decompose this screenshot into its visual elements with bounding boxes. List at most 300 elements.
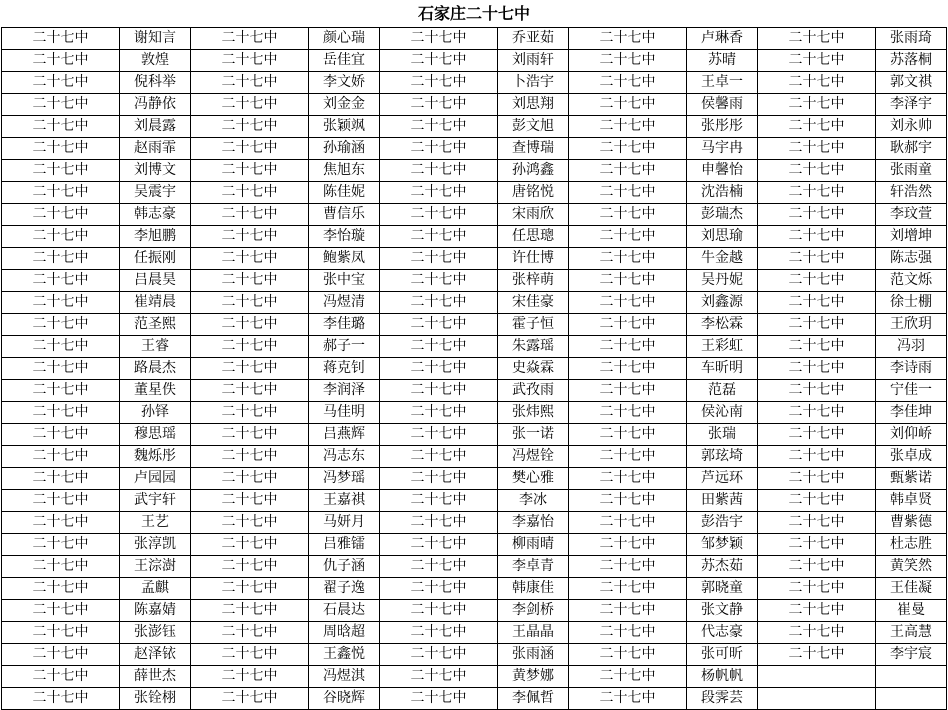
student-name-cell: 吕燕辉 [309, 424, 380, 446]
school-cell: 二十七中 [569, 204, 687, 226]
student-name-cell: 韩康佳 [498, 578, 569, 600]
table-row [2, 50, 947, 72]
student-name-cell: 郭文祺 [876, 72, 947, 94]
student-name-cell: 车昕明 [687, 358, 758, 380]
school-cell: 二十七中 [380, 688, 498, 710]
student-name-cell: 李佳璐 [309, 314, 380, 336]
school-cell: 二十七中 [191, 424, 309, 446]
student-name-cell: 仇子涵 [309, 556, 380, 578]
school-cell: 二十七中 [191, 688, 309, 710]
school-cell: 二十七中 [191, 50, 309, 72]
student-name-cell: 黄梦娜 [498, 666, 569, 688]
table-row [2, 248, 947, 270]
school-cell: 二十七中 [191, 248, 309, 270]
school-cell: 二十七中 [191, 402, 309, 424]
school-cell: 二十七中 [758, 468, 876, 490]
school-cell: 二十七中 [380, 226, 498, 248]
school-cell: 二十七中 [758, 50, 876, 72]
school-cell: 二十七中 [2, 578, 120, 600]
student-name-cell: 杜志胜 [876, 534, 947, 556]
school-cell: 二十七中 [380, 314, 498, 336]
school-cell: 二十七中 [2, 556, 120, 578]
school-cell: 二十七中 [758, 446, 876, 468]
student-name-cell: 马宇冉 [687, 138, 758, 160]
student-name-cell: 郭玹埼 [687, 446, 758, 468]
school-cell: 二十七中 [191, 182, 309, 204]
student-name-cell: 穆思瑶 [120, 424, 191, 446]
student-name-cell: 张中宝 [309, 270, 380, 292]
school-cell: 二十七中 [758, 182, 876, 204]
student-name-cell: 冯羽 [876, 336, 947, 358]
school-cell: 二十七中 [380, 534, 498, 556]
student-name-cell: 李泽宇 [876, 94, 947, 116]
student-name-cell [876, 666, 947, 688]
student-name-cell: 谷晓辉 [309, 688, 380, 710]
student-name-cell: 曹紫德 [876, 512, 947, 534]
student-name-cell: 刘思翔 [498, 94, 569, 116]
student-name-cell: 鲍紫凤 [309, 248, 380, 270]
school-cell: 二十七中 [569, 578, 687, 600]
student-name-cell: 陈佳妮 [309, 182, 380, 204]
table-row [2, 336, 947, 358]
school-cell: 二十七中 [380, 138, 498, 160]
school-cell: 二十七中 [569, 534, 687, 556]
student-name-cell: 刘晨露 [120, 116, 191, 138]
student-name-cell: 王晶晶 [498, 622, 569, 644]
student-name-cell: 孟麒 [120, 578, 191, 600]
school-cell: 二十七中 [758, 138, 876, 160]
student-name-cell: 唐铭悦 [498, 182, 569, 204]
student-name-cell: 董星佚 [120, 380, 191, 402]
school-cell: 二十七中 [380, 72, 498, 94]
student-name-cell: 徐士棚 [876, 292, 947, 314]
school-cell: 二十七中 [758, 116, 876, 138]
table-row [2, 226, 947, 248]
student-name-cell: 张雨涵 [498, 644, 569, 666]
table-row [2, 490, 947, 512]
student-name-cell: 卢园园 [120, 468, 191, 490]
student-name-cell: 吴震宇 [120, 182, 191, 204]
school-cell: 二十七中 [2, 94, 120, 116]
school-cell: 二十七中 [569, 600, 687, 622]
school-cell: 二十七中 [569, 468, 687, 490]
student-name-cell: 冯煜铨 [498, 446, 569, 468]
student-name-cell: 杨帆帆 [687, 666, 758, 688]
roster-table [1, 27, 947, 710]
student-name-cell: 李旭鹏 [120, 226, 191, 248]
school-cell: 二十七中 [758, 204, 876, 226]
student-name-cell: 李润泽 [309, 380, 380, 402]
school-cell: 二十七中 [569, 336, 687, 358]
school-cell: 二十七中 [380, 116, 498, 138]
student-name-cell: 宋佳豪 [498, 292, 569, 314]
student-name-cell: 甄紫诺 [876, 468, 947, 490]
school-cell: 二十七中 [2, 644, 120, 666]
student-name-cell: 彭文旭 [498, 116, 569, 138]
table-row [2, 512, 947, 534]
student-name-cell: 樊心雅 [498, 468, 569, 490]
student-name-cell: 倪科举 [120, 72, 191, 94]
school-cell: 二十七中 [380, 468, 498, 490]
student-name-cell: 张一诺 [498, 424, 569, 446]
student-name-cell: 冯煜淇 [309, 666, 380, 688]
school-cell: 二十七中 [2, 138, 120, 160]
school-cell: 二十七中 [380, 160, 498, 182]
student-name-cell: 李诗雨 [876, 358, 947, 380]
table-row [2, 204, 947, 226]
school-cell: 二十七中 [2, 402, 120, 424]
student-name-cell: 侯馨雨 [687, 94, 758, 116]
student-name-cell: 郭晓童 [687, 578, 758, 600]
table-row [2, 622, 947, 644]
student-name-cell: 孙铎 [120, 402, 191, 424]
school-cell: 二十七中 [2, 336, 120, 358]
table-row [2, 160, 947, 182]
student-name-cell: 李玟萱 [876, 204, 947, 226]
school-cell: 二十七中 [569, 622, 687, 644]
school-cell: 二十七中 [758, 226, 876, 248]
student-name-cell: 张淳凯 [120, 534, 191, 556]
student-name-cell: 赵泽铱 [120, 644, 191, 666]
school-cell: 二十七中 [380, 490, 498, 512]
student-name-cell: 武孜雨 [498, 380, 569, 402]
student-name-cell [876, 688, 947, 710]
student-name-cell: 苏晴 [687, 50, 758, 72]
student-name-cell: 冯静依 [120, 94, 191, 116]
school-cell: 二十七中 [758, 578, 876, 600]
school-cell: 二十七中 [2, 490, 120, 512]
table-row [2, 578, 947, 600]
student-name-cell: 冯志东 [309, 446, 380, 468]
school-cell: 二十七中 [758, 600, 876, 622]
school-cell: 二十七中 [569, 490, 687, 512]
school-cell: 二十七中 [569, 28, 687, 50]
student-name-cell: 刘仰峤 [876, 424, 947, 446]
table-row [2, 380, 947, 402]
table-row [2, 72, 947, 94]
school-cell: 二十七中 [2, 468, 120, 490]
student-name-cell: 焦旭东 [309, 160, 380, 182]
school-cell: 二十七中 [191, 94, 309, 116]
table-row [2, 116, 947, 138]
student-name-cell: 范文烁 [876, 270, 947, 292]
student-name-cell: 彭瑞杰 [687, 204, 758, 226]
student-name-cell: 颜心瑞 [309, 28, 380, 50]
school-cell: 二十七中 [191, 292, 309, 314]
school-cell: 二十七中 [191, 556, 309, 578]
student-name-cell: 赵雨霏 [120, 138, 191, 160]
school-cell: 二十七中 [2, 28, 120, 50]
school-cell: 二十七中 [2, 116, 120, 138]
school-cell: 二十七中 [569, 446, 687, 468]
student-name-cell: 张颖飒 [309, 116, 380, 138]
student-name-cell: 彭浩宇 [687, 512, 758, 534]
student-name-cell: 轩浩然 [876, 182, 947, 204]
student-name-cell: 岳佳宜 [309, 50, 380, 72]
student-name-cell: 张卓成 [876, 446, 947, 468]
school-cell: 二十七中 [758, 248, 876, 270]
school-cell: 二十七中 [569, 424, 687, 446]
student-name-cell: 张澎钰 [120, 622, 191, 644]
school-cell: 二十七中 [191, 314, 309, 336]
student-name-cell: 霍子恒 [498, 314, 569, 336]
student-name-cell: 王淙澍 [120, 556, 191, 578]
school-cell: 二十七中 [758, 358, 876, 380]
school-cell: 二十七中 [758, 556, 876, 578]
student-name-cell: 乔亚茹 [498, 28, 569, 50]
school-cell: 二十七中 [380, 182, 498, 204]
school-cell: 二十七中 [569, 666, 687, 688]
school-cell: 二十七中 [2, 160, 120, 182]
student-name-cell: 王嘉祺 [309, 490, 380, 512]
student-name-cell: 王睿 [120, 336, 191, 358]
student-name-cell: 张文静 [687, 600, 758, 622]
school-cell: 二十七中 [191, 72, 309, 94]
student-name-cell: 李文娇 [309, 72, 380, 94]
school-cell: 二十七中 [569, 226, 687, 248]
school-cell: 二十七中 [2, 688, 120, 710]
school-cell: 二十七中 [569, 380, 687, 402]
page-title: 石家庄二十七中 [417, 4, 530, 23]
school-cell: 二十七中 [2, 424, 120, 446]
school-cell: 二十七中 [569, 72, 687, 94]
school-cell: 二十七中 [380, 358, 498, 380]
student-name-cell: 宁佳一 [876, 380, 947, 402]
student-name-cell: 郝子一 [309, 336, 380, 358]
student-name-cell: 陈嘉婧 [120, 600, 191, 622]
roster-body [2, 28, 947, 710]
student-name-cell: 王高慧 [876, 622, 947, 644]
school-cell: 二十七中 [758, 336, 876, 358]
student-name-cell: 冯梦瑶 [309, 468, 380, 490]
table-row [2, 402, 947, 424]
student-name-cell: 刘金金 [309, 94, 380, 116]
student-name-cell: 韩卓贤 [876, 490, 947, 512]
student-name-cell: 张炜熙 [498, 402, 569, 424]
student-name-cell: 沈浩楠 [687, 182, 758, 204]
school-cell: 二十七中 [380, 292, 498, 314]
school-cell: 二十七中 [2, 72, 120, 94]
student-name-cell: 刘永帅 [876, 116, 947, 138]
student-name-cell: 翟子逸 [309, 578, 380, 600]
student-name-cell: 孙瑜涵 [309, 138, 380, 160]
student-name-cell: 李佩哲 [498, 688, 569, 710]
school-cell: 二十七中 [380, 424, 498, 446]
student-name-cell: 李怡璇 [309, 226, 380, 248]
school-cell: 二十七中 [569, 402, 687, 424]
student-name-cell: 任思璁 [498, 226, 569, 248]
school-cell: 二十七中 [758, 72, 876, 94]
school-cell: 二十七中 [191, 578, 309, 600]
school-cell: 二十七中 [380, 336, 498, 358]
school-cell: 二十七中 [2, 292, 120, 314]
student-name-cell: 路晨杰 [120, 358, 191, 380]
school-cell: 二十七中 [191, 28, 309, 50]
student-name-cell: 武宇轩 [120, 490, 191, 512]
student-name-cell: 陈志强 [876, 248, 947, 270]
school-cell: 二十七中 [758, 314, 876, 336]
school-cell: 二十七中 [569, 94, 687, 116]
school-cell: 二十七中 [2, 666, 120, 688]
school-cell: 二十七中 [758, 28, 876, 50]
student-name-cell: 周晗超 [309, 622, 380, 644]
school-cell: 二十七中 [758, 622, 876, 644]
table-row [2, 666, 947, 688]
student-name-cell: 张可昕 [687, 644, 758, 666]
student-name-cell: 王鑫悦 [309, 644, 380, 666]
student-name-cell: 卢琳香 [687, 28, 758, 50]
school-cell: 二十七中 [380, 248, 498, 270]
school-cell: 二十七中 [380, 402, 498, 424]
student-name-cell: 黄笑然 [876, 556, 947, 578]
school-cell: 二十七中 [758, 424, 876, 446]
school-cell: 二十七中 [569, 556, 687, 578]
table-row [2, 358, 947, 380]
student-name-cell: 张雨琦 [876, 28, 947, 50]
school-cell: 二十七中 [2, 182, 120, 204]
student-name-cell: 刘增坤 [876, 226, 947, 248]
school-cell: 二十七中 [191, 446, 309, 468]
school-cell: 二十七中 [380, 644, 498, 666]
student-name-cell: 曹信乐 [309, 204, 380, 226]
table-row [2, 424, 947, 446]
school-cell: 二十七中 [191, 138, 309, 160]
student-name-cell: 吕晨昊 [120, 270, 191, 292]
table-row [2, 292, 947, 314]
school-cell: 二十七中 [569, 292, 687, 314]
table-row [2, 94, 947, 116]
student-name-cell: 代志豪 [687, 622, 758, 644]
student-name-cell: 李松霖 [687, 314, 758, 336]
school-cell: 二十七中 [191, 358, 309, 380]
student-name-cell: 谢知言 [120, 28, 191, 50]
school-cell: 二十七中 [191, 380, 309, 402]
school-cell: 二十七中 [380, 556, 498, 578]
school-cell: 二十七中 [191, 534, 309, 556]
school-cell: 二十七中 [569, 248, 687, 270]
school-cell: 二十七中 [2, 248, 120, 270]
student-name-cell: 薛世杰 [120, 666, 191, 688]
student-name-cell: 张梓萌 [498, 270, 569, 292]
student-name-cell: 张彤彤 [687, 116, 758, 138]
school-cell: 二十七中 [2, 380, 120, 402]
student-name-cell: 宋雨欣 [498, 204, 569, 226]
table-row [2, 534, 947, 556]
student-name-cell: 孙鸿鑫 [498, 160, 569, 182]
school-cell: 二十七中 [2, 50, 120, 72]
student-name-cell: 魏烁彤 [120, 446, 191, 468]
student-name-cell: 王欣玥 [876, 314, 947, 336]
school-cell: 二十七中 [2, 226, 120, 248]
table-row [2, 468, 947, 490]
student-name-cell: 范磊 [687, 380, 758, 402]
school-cell: 二十七中 [2, 204, 120, 226]
table-row [2, 270, 947, 292]
table-row [2, 644, 947, 666]
student-name-cell: 刘博文 [120, 160, 191, 182]
student-name-cell: 牛金越 [687, 248, 758, 270]
student-name-cell: 侯沁南 [687, 402, 758, 424]
school-cell: 二十七中 [380, 28, 498, 50]
school-cell: 二十七中 [380, 666, 498, 688]
school-cell: 二十七中 [191, 600, 309, 622]
student-name-cell: 苏杰茹 [687, 556, 758, 578]
school-cell: 二十七中 [569, 116, 687, 138]
student-name-cell: 李宇宸 [876, 644, 947, 666]
student-name-cell: 苏落桐 [876, 50, 947, 72]
student-name-cell: 崔曼 [876, 600, 947, 622]
school-cell: 二十七中 [191, 490, 309, 512]
student-name-cell: 王艺 [120, 512, 191, 534]
school-cell: 二十七中 [2, 512, 120, 534]
school-cell: 二十七中 [191, 468, 309, 490]
student-name-cell: 张铨栩 [120, 688, 191, 710]
school-cell: 二十七中 [191, 512, 309, 534]
student-name-cell: 刘思瑜 [687, 226, 758, 248]
table-row [2, 28, 947, 50]
table-row [2, 314, 947, 336]
school-cell: 二十七中 [758, 94, 876, 116]
school-cell: 二十七中 [758, 270, 876, 292]
student-name-cell: 邹梦颖 [687, 534, 758, 556]
student-name-cell: 卜浩宇 [498, 72, 569, 94]
school-cell: 二十七中 [380, 512, 498, 534]
student-name-cell: 李冰 [498, 490, 569, 512]
school-cell: 二十七中 [569, 512, 687, 534]
school-cell: 二十七中 [758, 512, 876, 534]
school-cell: 二十七中 [2, 534, 120, 556]
student-name-cell: 段霁芸 [687, 688, 758, 710]
school-cell: 二十七中 [2, 622, 120, 644]
school-cell: 二十七中 [380, 94, 498, 116]
school-cell: 二十七中 [569, 138, 687, 160]
student-name-cell: 朱露瑶 [498, 336, 569, 358]
student-name-cell: 柳雨晴 [498, 534, 569, 556]
school-cell: 二十七中 [569, 644, 687, 666]
student-name-cell: 任振刚 [120, 248, 191, 270]
student-name-cell: 李卓青 [498, 556, 569, 578]
student-name-cell: 李嘉怡 [498, 512, 569, 534]
school-cell: 二十七中 [758, 644, 876, 666]
student-name-cell: 王佳凝 [876, 578, 947, 600]
school-cell: 二十七中 [569, 358, 687, 380]
student-name-cell: 李剑桥 [498, 600, 569, 622]
student-name-cell: 吕雅镭 [309, 534, 380, 556]
student-name-cell: 史焱霖 [498, 358, 569, 380]
school-cell: 二十七中 [758, 490, 876, 512]
table-row [2, 182, 947, 204]
school-cell: 二十七中 [569, 314, 687, 336]
student-name-cell: 田紫茜 [687, 490, 758, 512]
school-cell: 二十七中 [380, 50, 498, 72]
student-name-cell: 耿郝宇 [876, 138, 947, 160]
school-cell: 二十七中 [191, 160, 309, 182]
student-name-cell: 芦远环 [687, 468, 758, 490]
school-cell: 二十七中 [758, 402, 876, 424]
school-cell: 二十七中 [2, 446, 120, 468]
school-cell: 二十七中 [380, 622, 498, 644]
table-row [2, 556, 947, 578]
school-cell: 二十七中 [758, 380, 876, 402]
student-name-cell: 李佳坤 [876, 402, 947, 424]
school-cell: 二十七中 [380, 600, 498, 622]
school-cell: 二十七中 [191, 270, 309, 292]
student-name-cell: 崔靖晨 [120, 292, 191, 314]
school-cell: 二十七中 [191, 204, 309, 226]
student-name-cell: 韩志豪 [120, 204, 191, 226]
school-cell: 二十七中 [191, 336, 309, 358]
student-name-cell: 王彩虹 [687, 336, 758, 358]
